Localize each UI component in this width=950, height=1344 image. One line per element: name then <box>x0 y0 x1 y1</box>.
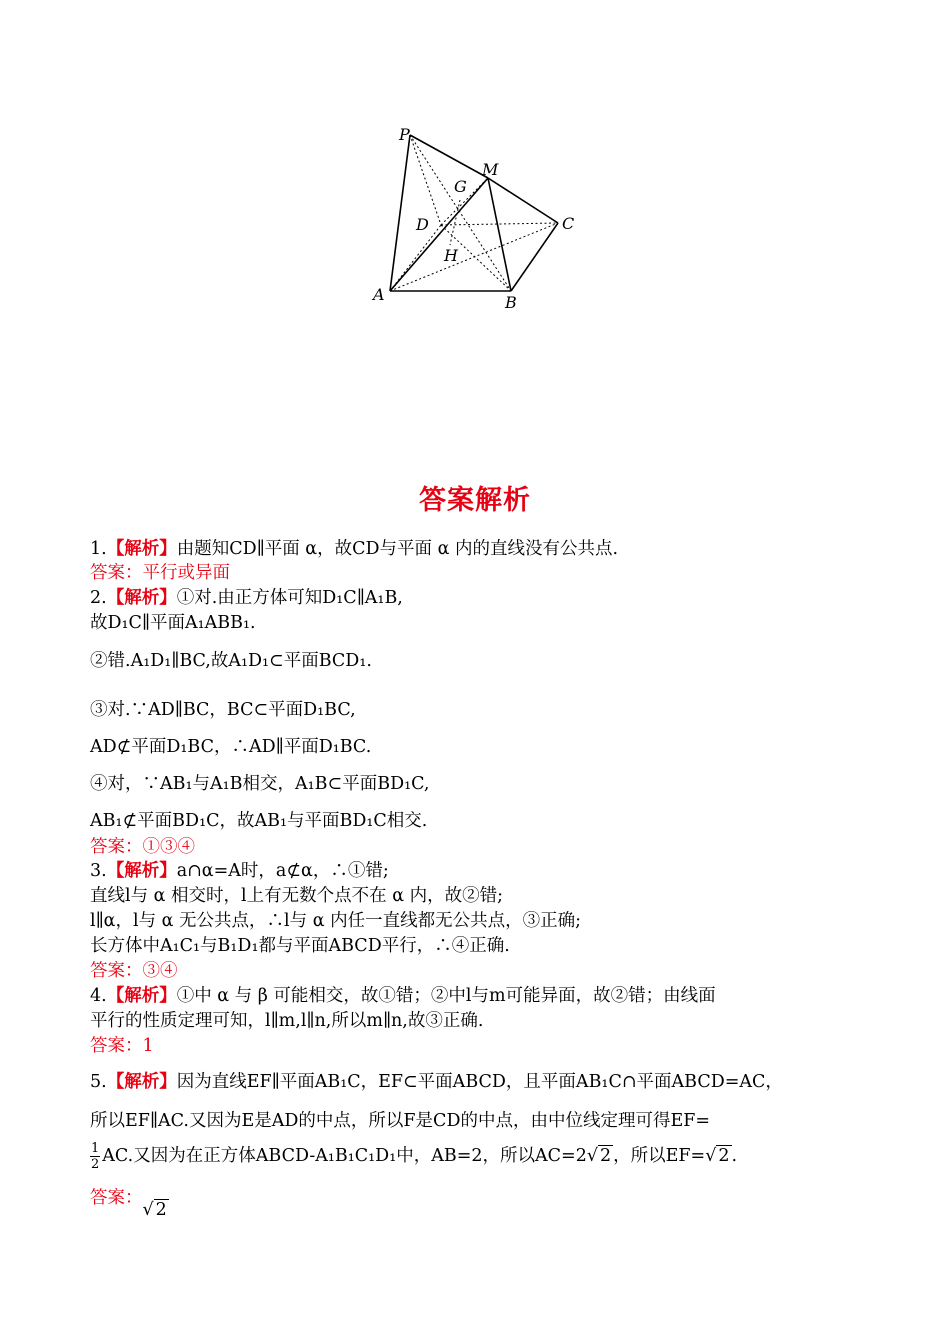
sqrt-expression <box>587 1141 613 1171</box>
solution-text-line: AD⊄平面D₁BC，∴AD∥平面D₁BC. <box>90 737 372 757</box>
solution-text-line: AB₁⊄平面BD₁C，故AB₁与平面BD₁C相交. <box>90 811 428 831</box>
answer-title: 答案解析 <box>419 485 531 516</box>
item-number: 1. <box>90 539 107 559</box>
sqrt-expression <box>705 1141 731 1171</box>
solution-text: ，所以EF= <box>613 1146 706 1166</box>
solution-text-line: 直线l与 α 相交时，l上有无数个点不在 α 内，故②错; <box>90 886 503 906</box>
edge-MB <box>488 178 511 291</box>
solution-text-line: l∥α，l与 α 无公共点，∴l与 α 内任一直线都无公共点，③正确; <box>90 911 581 931</box>
edge-AM <box>390 178 488 291</box>
answer-prefix: 答案： <box>90 1036 143 1056</box>
answer-3: 答案：③④ <box>90 961 178 981</box>
answer-2: 答案：①③④ <box>90 837 195 857</box>
edge-DC <box>441 223 558 225</box>
label-H: H <box>444 246 458 265</box>
edge-BC <box>511 223 558 291</box>
item-number: 3. <box>90 861 107 881</box>
fraction-denominator: 2 <box>91 1157 100 1172</box>
radicand: 2 <box>600 1146 612 1166</box>
sqrt-sign: √ <box>705 1146 717 1166</box>
edge-PA <box>390 135 410 291</box>
fraction-half <box>90 1141 100 1172</box>
radicand: 2 <box>155 1200 167 1220</box>
solution-5 <box>90 1070 783 1094</box>
analysis-tag: 【解析】 <box>106 861 177 881</box>
solution-text-line: 故D₁C∥平面A₁ABB₁. <box>90 613 256 633</box>
solution-text: 因为直线EF∥平面AB₁C，EF⊂平面ABCD，且平面AB₁C∩平面ABCD=AC， <box>176 1072 783 1092</box>
solution-3 <box>90 859 389 883</box>
answer-value: 1 <box>142 1036 154 1056</box>
radicand: 2 <box>718 1146 730 1166</box>
answer-4 <box>90 1034 154 1058</box>
answer-prefix: 答案： <box>90 1188 143 1208</box>
solution-text-line: ③对.∵AD∥BC，BC⊂平面D₁BC, <box>90 700 356 720</box>
sqrt-sign: √ <box>586 1146 598 1166</box>
solution-2 <box>90 586 403 610</box>
analysis-tag: 【解析】 <box>106 588 177 608</box>
label-D: D <box>416 215 429 234</box>
solution-text-line: 平行的性质定理可知，l∥m,l∥n,所以m∥n,故③正确. <box>90 1011 484 1031</box>
solution-text: a∩α=A时，a⊄α，∴①错; <box>176 861 389 881</box>
pyramid-figure <box>368 120 583 320</box>
solution-text: ①对.由正方体可知D₁C∥A₁B, <box>176 588 403 608</box>
answer-1: 答案：平行或异面 <box>90 563 230 583</box>
label-P: P <box>399 125 410 144</box>
edge-MC <box>488 178 558 223</box>
fraction-numerator: 1 <box>91 1141 100 1156</box>
edge-PM <box>410 135 488 178</box>
item-number: 5. <box>90 1072 107 1092</box>
coefficient: 2 <box>575 1146 587 1166</box>
answer-5 <box>90 1186 169 1220</box>
sqrt-expression <box>143 1198 169 1222</box>
solution-text-line: 长方体中A₁C₁与B₁D₁都与平面ABCD平行，∴④正确. <box>90 936 510 956</box>
analysis-tag: 【解析】 <box>106 539 177 559</box>
solution-text: 由题知CD∥平面 α，故CD与平面 α 内的直线没有公共点. <box>176 539 619 559</box>
solution-text: AC.又因为在正方体ABCD-A₁B₁C₁D₁中，AB=2，所以AC= <box>102 1146 576 1166</box>
label-C: C <box>562 214 575 233</box>
solution-4 <box>90 984 716 1008</box>
analysis-tag: 【解析】 <box>106 1072 177 1092</box>
analysis-tag: 【解析】 <box>106 986 177 1006</box>
solution-text: . <box>731 1146 738 1166</box>
solution-text-line: 所以EF∥AC.又因为E是AD的中点，所以F是CD的中点，由中位线定理可得EF= <box>90 1111 711 1131</box>
solution-text-line: ④对，∵AB₁与A₁B相交，A₁B⊂平面BD₁C, <box>90 774 430 794</box>
item-number: 4. <box>90 986 107 1006</box>
label-G: G <box>454 177 467 196</box>
sqrt-sign: √ <box>142 1200 154 1220</box>
solution-text-line: ②错.A₁D₁∥BC,故A₁D₁⊂平面BCD₁. <box>90 651 372 671</box>
solution-1 <box>90 537 618 561</box>
label-B: B <box>505 293 517 312</box>
label-M: M <box>482 160 499 179</box>
solution-text: ①中 α 与 β 可能相交，故①错；②中l与m可能异面，故②错；由线面 <box>176 986 716 1006</box>
label-A: A <box>373 285 385 304</box>
item-number: 2. <box>90 588 107 608</box>
solution-text-line <box>90 1141 737 1172</box>
edge-PD <box>410 135 441 225</box>
